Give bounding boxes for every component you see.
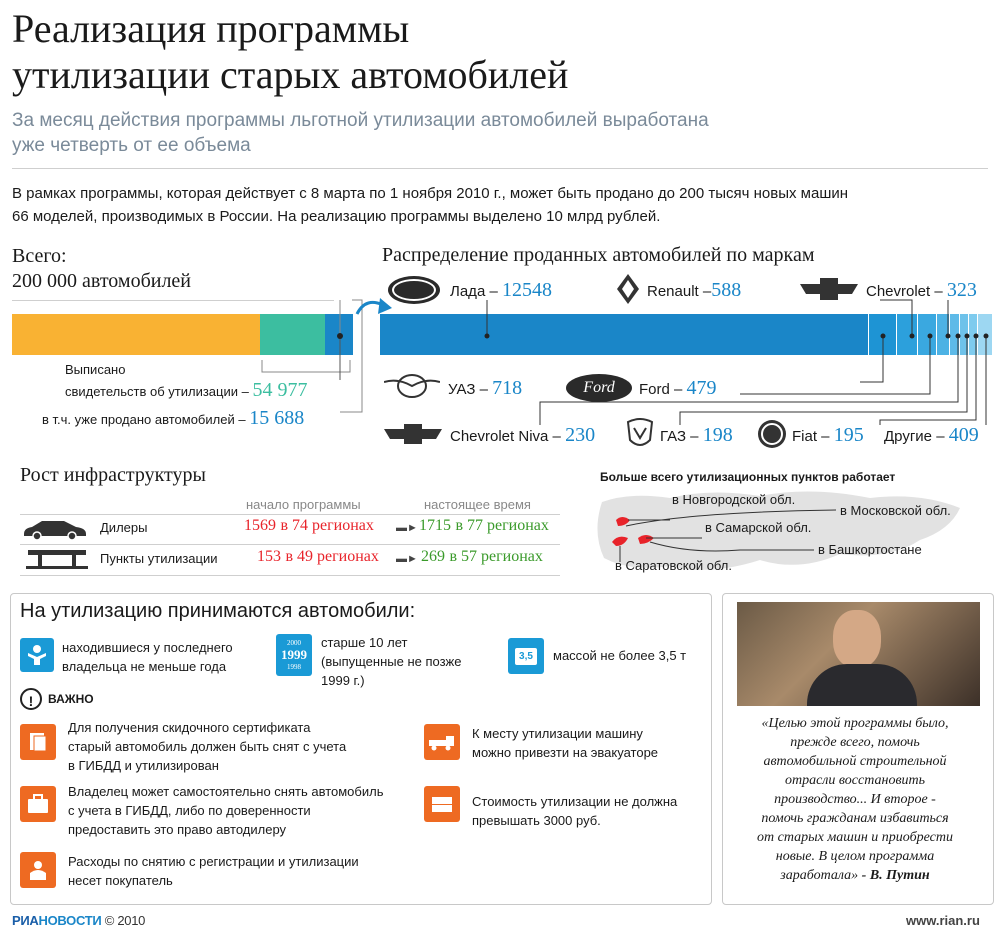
note-line: старый автомобиль должен быть снят с учета [68, 739, 347, 754]
brand-name: Fiat [792, 428, 818, 445]
quote-line: прежде всего, помочь [790, 735, 920, 750]
copyright: © 2010 [104, 913, 146, 928]
site-link[interactable]: www.rian.ru [906, 913, 980, 928]
gaz-logo-icon [626, 418, 654, 450]
renault-logo-icon [616, 273, 640, 305]
subtitle-line-1: За месяц действия программы льготной утилизации автомобилей выработана [12, 110, 709, 131]
quote-line: автомобильной строительной [763, 754, 947, 769]
note-line: Владелец может самостоятельно снять автомобиль [68, 784, 384, 799]
region-bashkortostan: в Башкортостане [818, 542, 922, 557]
quote-author: - В. Путин [858, 868, 930, 883]
dealers-start-text: в 74 регионах [280, 517, 374, 534]
ford-logo-icon [566, 374, 632, 402]
acceptance-item-weight: массой не более 3,5 т [553, 648, 687, 663]
note-buyer-pays [68, 852, 359, 890]
note-line: можно привезти на эвакуаторе [472, 745, 659, 760]
note-line: Расходы по снятию с регистрации и утилизации [68, 854, 359, 869]
quote-line: «Целью этой программы было, [761, 716, 949, 731]
note-line: с учета в ГИБДД, либо по доверенности [68, 803, 311, 818]
region-moscow: в Московской обл. [840, 503, 951, 518]
ria-logo-part2: НОВОСТИ [38, 913, 102, 928]
brand-value: 12548 [501, 279, 552, 301]
quote-line: заработала» [780, 868, 859, 883]
uaz-logo-icon [384, 372, 440, 400]
speaker-photo [737, 602, 980, 706]
brand-name: ГАЗ [660, 428, 687, 445]
dealers-now-text: в 77 регионах [455, 517, 549, 534]
infra-row-recycling-label: Пункты утилизации [100, 551, 218, 566]
region-novgorod: в Новгородской обл. [672, 492, 796, 507]
certificates-label-line-1: Выписано [65, 362, 126, 377]
sold-label: в т.ч. уже продано автомобилей – [42, 412, 246, 427]
arrow-icon: ▬► [396, 522, 418, 534]
title-line-1: Реализация программы [12, 6, 410, 51]
recycling-start-num: 153 [257, 548, 281, 565]
brand-other: Другие – 409 [884, 424, 979, 446]
note-line: Для получения скидочного сертификата [68, 720, 311, 735]
region-samara: в Самарской обл. [705, 520, 812, 535]
quote-line: производство... И второе - [774, 792, 936, 807]
lada-logo-icon [388, 276, 440, 304]
money-icon [424, 786, 460, 822]
brand-name: Renault [647, 283, 699, 300]
note-line: К месту утилизации машину [472, 726, 643, 741]
quote-line: отрасли восстановить [784, 773, 926, 788]
certificates-label-line-2: свидетельств об утилизации – [65, 384, 249, 399]
certificates-value: 54 977 [252, 379, 308, 401]
brand-name: Другие [884, 428, 933, 445]
weight-icon [508, 638, 544, 674]
brand-value: 409 [948, 424, 979, 446]
brand-value: 323 [946, 279, 977, 301]
acceptance-line: старше 10 лет [321, 635, 408, 650]
tow-truck-icon [424, 724, 460, 760]
ria-logo [12, 913, 145, 928]
brand-name: Ford [639, 381, 670, 398]
dealers-start [244, 517, 374, 535]
important-label: ВАЖНО [48, 692, 94, 706]
quote-line: от старых машин и приобрести [757, 830, 953, 845]
year-bottom: 1998 [287, 663, 301, 671]
brand-gaz: ГАЗ – 198 [660, 424, 733, 446]
year-mid: 1999 [281, 647, 307, 662]
acceptance-title: На утилизацию принимаются автомобили: [20, 600, 416, 622]
distribution-title: Распределение проданных автомобилей по маркам [382, 244, 815, 266]
region-saratov: в Саратовской обл. [615, 558, 732, 573]
note-line: предоставить это право автодилеру [68, 822, 287, 837]
note-cost [472, 792, 677, 830]
acceptance-line: 1999 г.) [321, 673, 365, 688]
brand-chevrolet-niva: Chevrolet Niva – 230 [450, 424, 596, 446]
weight-label: 3,5 [515, 648, 537, 665]
person-icon [20, 638, 54, 672]
brand-fiat: Fiat – 195 [792, 424, 864, 446]
chevrolet-logo-icon [800, 278, 858, 300]
ria-logo-part1: РИА [12, 913, 39, 928]
briefcase-icon [20, 786, 56, 822]
recycling-start-text: в 49 регионах [285, 548, 379, 565]
brand-uaz: УАЗ – 718 [448, 377, 523, 399]
quote-line: помочь гражданам избавиться [761, 811, 949, 826]
note-deregister [68, 782, 383, 839]
infra-divider-2 [20, 544, 560, 545]
note-certificate [68, 718, 346, 775]
brand-value: 588 [711, 279, 742, 301]
arrow-icon: ▬► [396, 553, 418, 565]
note-line: превышать 3000 руб. [472, 813, 601, 828]
brand-lada: Лада – 12548 [450, 279, 552, 301]
quote-text [735, 714, 975, 885]
brand-value: 479 [686, 377, 717, 399]
title-line-2: утилизации старых автомобилей [12, 52, 569, 97]
recycling-now [421, 548, 543, 566]
acceptance-line: находившиеся у последнего [62, 640, 233, 655]
acceptance-item-age [321, 633, 461, 690]
note-line: Стоимость утилизации не должна [472, 794, 678, 809]
subtitle-line-2: уже четверть от ее объема [12, 135, 251, 156]
col-now-header: настоящее время [424, 497, 531, 512]
dealers-now-num: 1715 [419, 517, 451, 534]
year-top: 2000 [287, 639, 301, 647]
col-start-header: начало программы [246, 497, 361, 512]
buyer-icon [20, 852, 56, 888]
important-icon: ! [20, 688, 42, 710]
brand-chevrolet: Chevrolet – 323 [866, 279, 977, 301]
brand-name: Лада [450, 283, 486, 300]
suit-shape [807, 664, 917, 706]
brand-name: Chevrolet Niva [450, 428, 549, 445]
acceptance-item-owner [62, 638, 233, 676]
ford-logo-text: Ford [583, 379, 615, 396]
brand-renault: Renault –588 [647, 279, 742, 301]
quote-line: новые. В целом программа [775, 849, 935, 864]
intro-line-1: В рамках программы, которая действует с 8 марта по 1 ноября 2010 г., может быть продано до 200 тысяч новых машин [12, 185, 849, 202]
dealers-start-num: 1569 [244, 517, 276, 534]
acceptance-line: владельца не меньше года [62, 659, 227, 674]
brand-name: УАЗ [448, 381, 476, 398]
note-line: в ГИБДД и утилизирован [68, 758, 219, 773]
car-icon [22, 518, 88, 540]
total-label-line-1: Всего: [12, 245, 67, 267]
infra-divider-3 [20, 575, 560, 576]
infrastructure-title: Рост инфраструктуры [20, 464, 206, 486]
acceptance-line: (выпущенные не позже [321, 654, 462, 669]
map-title: Больше всего утилизационных пунктов работает [600, 470, 896, 484]
intro-line-2: 66 моделей, производимых в России. На реализацию программы выделено 10 млрд рублей. [12, 208, 661, 225]
note-line: несет покупатель [68, 873, 173, 888]
infra-divider-1 [20, 514, 560, 515]
calendar-year-icon [276, 634, 312, 676]
infra-row-dealers-label: Дилеры [100, 520, 148, 535]
sold-value: 15 688 [249, 407, 305, 429]
document-icon [20, 724, 56, 760]
recycling-start [257, 548, 379, 566]
total-label-line-2: 200 000 автомобилей [12, 270, 192, 292]
recycling-now-text: в 57 регионах [449, 548, 543, 565]
brand-value: 718 [492, 377, 523, 399]
recycling-now-num: 269 [421, 548, 445, 565]
face-shape [833, 610, 881, 668]
brand-value: 198 [702, 424, 733, 446]
fiat-logo-icon [758, 420, 786, 448]
dealers-now [419, 517, 549, 535]
brand-ford: Ford – 479 [639, 377, 717, 399]
brand-value: 195 [833, 424, 864, 446]
brand-value: 230 [565, 424, 596, 446]
chevrolet-niva-logo-icon [384, 424, 442, 444]
brand-name: Chevrolet [866, 283, 931, 300]
car-lift-icon [24, 548, 90, 570]
note-tow-truck [472, 724, 658, 762]
